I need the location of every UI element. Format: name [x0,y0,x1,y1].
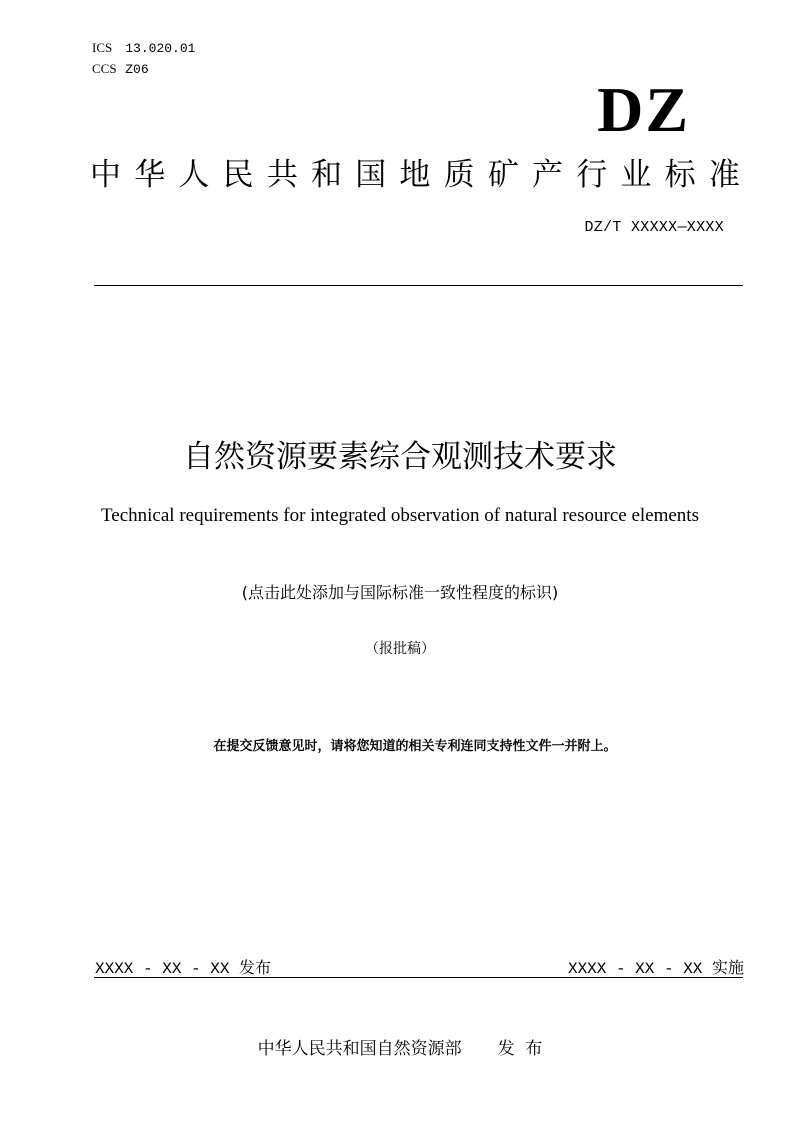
standard-name-char: 人 [178,157,210,193]
standard-name-char: 国 [355,157,387,193]
issuer-org: 中华人民共和国自然资源部 [257,1039,462,1059]
document-title-english: Technical requirements for integrated observation of natural resource elements [101,505,699,526]
standard-category-name [90,155,740,195]
standard-name-char: 中 [90,157,121,193]
standard-name-char: 华 [134,157,166,193]
standard-name-char: 标 [664,157,696,193]
ics-line [92,38,195,59]
ics-value: 13.020.01 [125,41,196,56]
footer-divider [94,977,743,978]
implement-date: XXXX - XX - XX 实施 [567,960,744,978]
draft-stage: （报批稿） [365,642,435,657]
standard-name-char: 业 [620,157,652,193]
ccs-value: Z06 [125,62,149,77]
standard-name-char: 产 [532,157,564,193]
ccs-label: CCS [92,61,117,76]
conformity-note: (点击此处添加与国际标准一致性程度的标识) [241,583,559,602]
standard-name-char: 质 [443,157,475,193]
classification-block [92,38,195,80]
document-title-chinese: 自然资源要素综合观测技术要求 [183,439,617,475]
standard-name-char: 和 [311,157,343,193]
standard-name-char: 行 [576,157,608,193]
header-divider [94,285,743,286]
ccs-line [92,59,195,80]
standard-name-char: 矿 [487,157,519,193]
patent-note: 在提交反馈意见时，请将您知道的相关专利连同支持性文件一并附上。 [213,739,617,754]
ics-label: ICS [92,40,113,55]
standard-name-char: 地 [399,157,431,193]
standard-name-char: 准 [708,157,740,193]
standard-number: DZ/T XXXXX—XXXX [584,219,724,236]
publish-date: XXXX - XX - XX 发布 [95,960,272,978]
standard-name-char: 共 [266,157,298,193]
dz-logo: DZ [597,74,690,145]
standard-name-char: 民 [222,157,254,193]
issuer-line [0,1034,800,1059]
issuer-action: 发 布 [497,1039,543,1059]
